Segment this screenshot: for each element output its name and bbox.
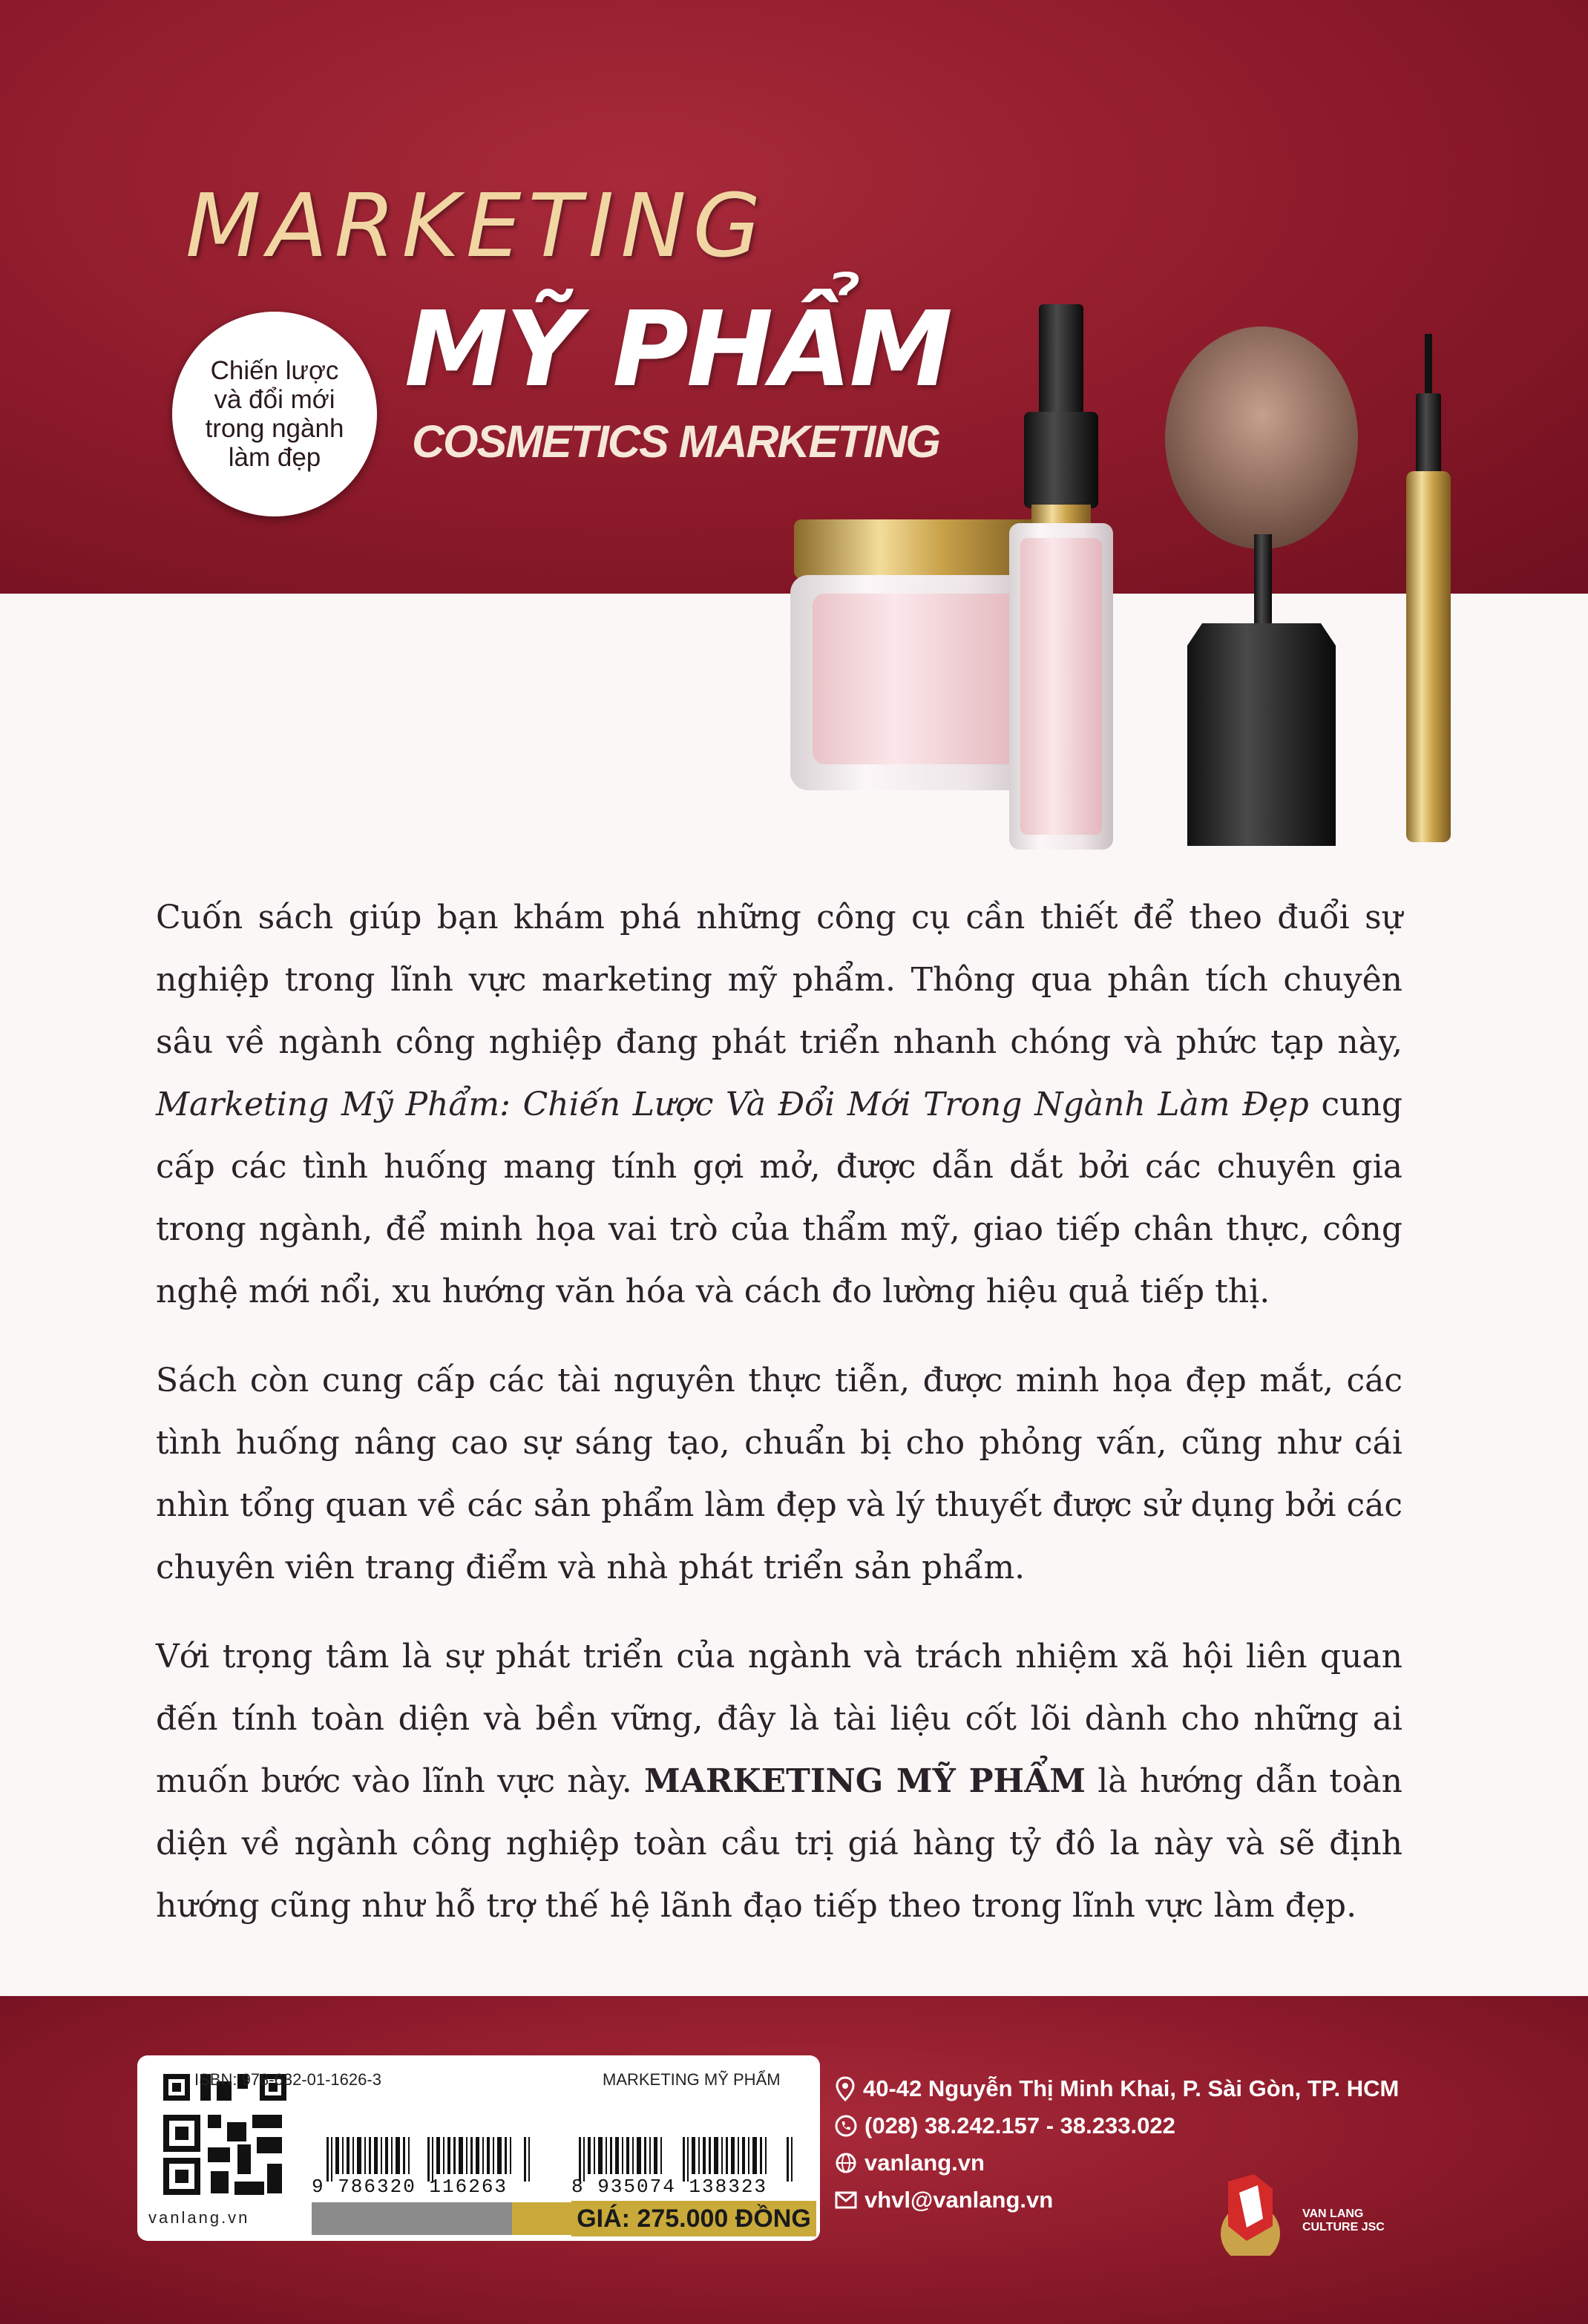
- logo-text: VAN LANG CULTURE JSC: [1302, 2208, 1385, 2233]
- title-english: COSMETICS MARKETING: [412, 416, 939, 467]
- isbn-label: ISBN: 978-632-01-1626-3: [194, 2070, 381, 2089]
- publisher-contacts: [835, 2070, 1399, 2219]
- book-title-italic: Marketing Mỹ Phẩm: Chiến Lược Và Đổi Mới Trong Ngành Làm Đẹp: [156, 1086, 1309, 1123]
- phone-row: (028) 38.242.157 - 38.233.022: [835, 2107, 1399, 2144]
- title-my-pham: MỸ PHẨM: [404, 289, 951, 410]
- email-row: vhvl@vanlang.vn: [835, 2182, 1399, 2219]
- qr-code-icon: [163, 2115, 289, 2196]
- cosmetics-illustration: [772, 282, 1529, 861]
- address-row: 40-42 Nguyễn Thị Minh Khai, P. Sài Gòn, TP. HCM: [835, 2070, 1399, 2107]
- isbn-barcode-number: 9 786320 116263: [312, 2176, 508, 2198]
- product-barcode-number: 8 935074 138323: [571, 2176, 768, 2198]
- description: [156, 887, 1402, 1964]
- book-title-label: MARKETING MỸ PHẨM: [603, 2070, 781, 2089]
- mail-icon: [835, 2191, 857, 2209]
- foundation-bottle: [1009, 304, 1113, 850]
- globe-icon: [835, 2152, 857, 2174]
- subtitle-text: Chiến lược và đổi mới trong ngành làm đẹp: [205, 356, 344, 472]
- mascara: [1406, 334, 1451, 842]
- cream-jar: [790, 519, 1043, 790]
- van-lang-logo-icon: [1202, 2174, 1299, 2256]
- title-marketing: MARKETING: [186, 174, 768, 277]
- makeup-brush: [1165, 326, 1358, 846]
- product-barcode: [579, 2137, 801, 2182]
- phone-icon: [835, 2115, 857, 2137]
- website-row: vanlang.vn: [835, 2144, 1399, 2182]
- price-label: GIÁ: 275.000 ĐỒNG: [571, 2201, 816, 2236]
- qr-site-label: vanlang.vn: [148, 2208, 250, 2227]
- isbn-barcode: [327, 2137, 534, 2182]
- location-icon: [835, 2076, 856, 2101]
- subtitle-circle: [172, 312, 377, 516]
- description-paragraph-1: Cuốn sách giúp bạn khám phá những công cụ cần thiết để theo đuổi sự nghiệp trong lĩnh vực marketing mỹ phẩm. Thông qua phân tích chuyên sâu về ngành công nghiệp đang phát triển nhanh chóng và phức tạp này, Marketing Mỹ Phẩm: Chiến Lược Và Đổi Mới Trong Ngành Làm Đẹp cung cấp các tình huống mang tính gợi mở, được dẫn dắt bởi các chuyên gia trong ngành, để minh họa vai trò của thẩm mỹ, giao tiếp chân thực, công nghệ mới nổi, xu hướng văn hóa và cách đo lường hiệu quả tiếp thị.: [156, 899, 1402, 1310]
- book-title-bold: MARKETING MỸ PHẨM: [643, 1762, 1086, 1800]
- gold-strip: [512, 2202, 571, 2235]
- description-paragraph-3: Với trọng tâm là sự phát triển của ngành và trách nhiệm xã hội liên quan đến tính toàn diện và bền vững, đây là tài liệu cốt lõi dành cho những ai muốn bước vào lĩnh vực này. MARKETING MỸ PHẨM là hướng dẫn toàn diện về ngành công nghiệp toàn cầu trị giá hàng tỷ đô la này và sẽ định hướng cũng như hỗ trợ thế hệ lãnh đạo tiếp theo trong lĩnh vực làm đẹp.: [156, 1638, 1402, 1925]
- description-paragraph-2: Sách còn cung cấp các tài nguyên thực tiễn, được minh họa đẹp mắt, các tình huống nâng cao sự sáng tạo, chuẩn bị cho phỏng vấn, cũng như cái nhìn tổng quan về các sản phẩm làm đẹp và lý thuyết được sử dụng bởi các chuyên viên trang điểm và nhà phát triển sản phẩm.: [156, 1362, 1402, 1586]
